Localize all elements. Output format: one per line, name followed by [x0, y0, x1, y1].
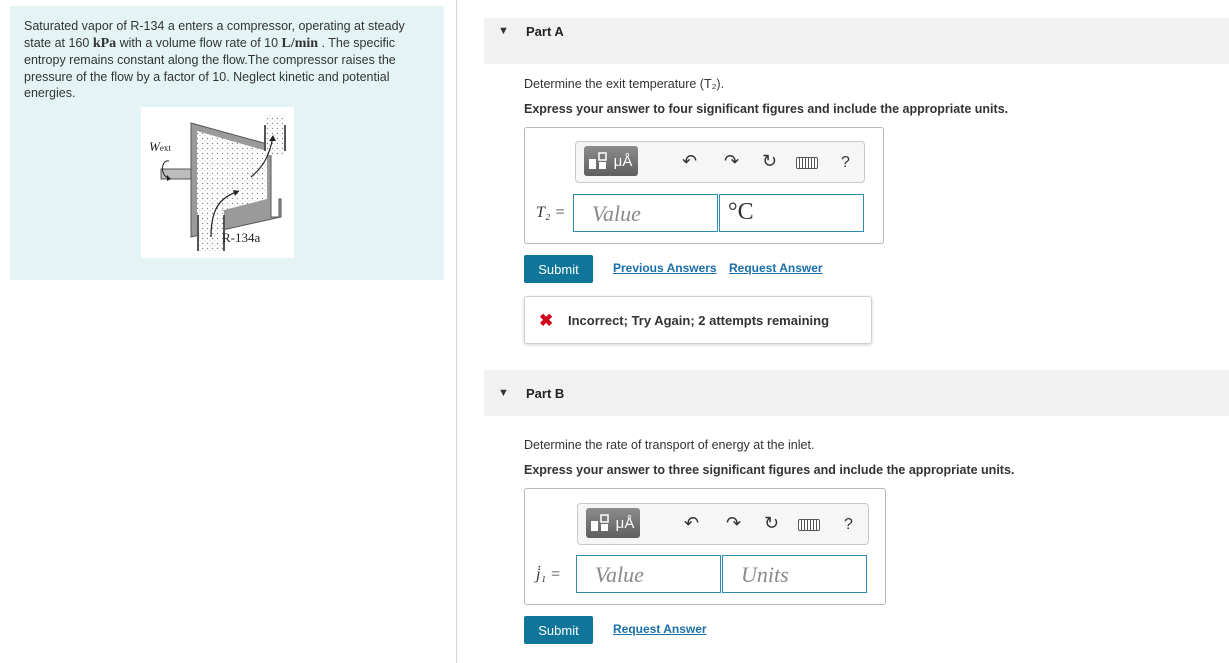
part-a-toolbar — [575, 141, 865, 183]
part-b-variable-label: j̇₁ = — [536, 566, 561, 583]
part-b-submit-button[interactable]: Submit — [524, 616, 593, 644]
keyboard-icon[interactable] — [796, 157, 818, 169]
help-icon[interactable]: ? — [844, 516, 853, 533]
part-b-collapse-icon[interactable]: ▼ — [498, 387, 509, 399]
units-button[interactable]: μÅ — [610, 508, 640, 538]
part-b-request-answer-link[interactable]: Request Answer — [613, 622, 707, 636]
incorrect-feedback — [524, 296, 872, 344]
panel-divider — [456, 0, 457, 663]
part-b-instruction: Express your answer to three significant figures and include the appropriate units. — [524, 463, 1015, 477]
part-a-instruction: Express your answer to four significant figures and include the appropriate units. — [524, 102, 1009, 116]
units-button[interactable]: μÅ — [608, 146, 638, 176]
feedback-message: Incorrect; Try Again; 2 attempts remaining — [568, 313, 830, 328]
part-b-units-input[interactable]: Units — [722, 555, 867, 593]
part-a-unit-input[interactable]: °C — [719, 194, 864, 232]
redo-icon[interactable]: ↷ — [726, 513, 742, 533]
work-label: Wext — [149, 139, 171, 154]
part-a-value-input[interactable]: Value — [573, 194, 718, 232]
undo-icon[interactable]: ↶ — [684, 513, 700, 533]
part-a-submit-button[interactable]: Submit — [524, 255, 593, 283]
part-a-title[interactable]: Part A — [526, 24, 564, 39]
part-b-title[interactable]: Part B — [526, 386, 565, 401]
compressor-figure — [141, 107, 294, 258]
part-a-variable-label: T₂ = — [536, 204, 566, 221]
fluid-label: R-134a — [222, 230, 261, 245]
reset-icon[interactable]: ↻ — [764, 513, 780, 533]
part-b-toolbar — [577, 503, 869, 545]
part-b-header[interactable] — [484, 370, 1229, 416]
part-a-request-answer-link[interactable]: Request Answer — [729, 261, 823, 275]
redo-icon[interactable]: ↷ — [724, 151, 740, 171]
part-a-question: Determine the exit temperature (T₂). — [524, 77, 725, 91]
reset-icon[interactable]: ↻ — [762, 151, 778, 171]
undo-icon[interactable]: ↶ — [682, 151, 698, 171]
part-b-question: Determine the rate of transport of energy at the inlet. — [524, 438, 815, 452]
incorrect-icon: ✖ — [539, 311, 554, 330]
problem-statement: Saturated vapor of R-134 a enters a compressor, operating at steady state at 160 kPa with a volume flow rate of 10 L/min . The specific entropy remains constant along the flow.The compressor raises the pressure of the flow by a factor of 10. Neglect kinetic and potential energies. — [24, 19, 405, 100]
part-a-header[interactable] — [484, 18, 1229, 64]
keyboard-icon[interactable] — [798, 519, 820, 531]
help-icon[interactable]: ? — [841, 154, 850, 171]
part-b-value-input[interactable]: Value — [576, 555, 721, 593]
previous-answers-link[interactable]: Previous Answers — [613, 261, 717, 275]
part-a-collapse-icon[interactable]: ▼ — [498, 25, 509, 37]
